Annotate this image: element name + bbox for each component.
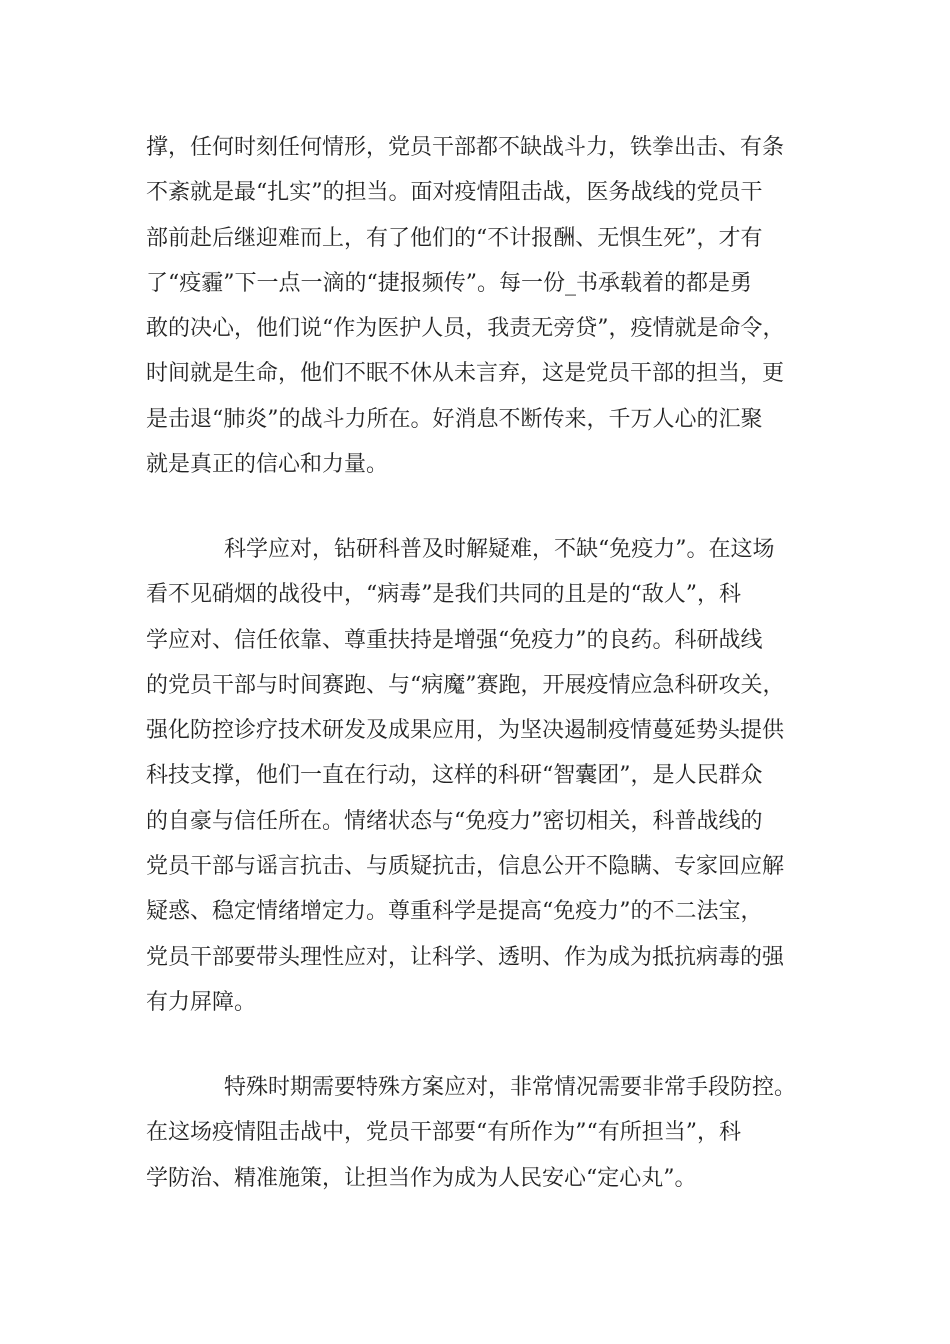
paragraph-line: 学应对、信任依靠、尊重扶持是增强“免疫力”的良药。科研战线 <box>146 627 763 653</box>
paragraph-line: 党员干部要带头理性应对，让科学、透明、作为成为抵抗病毒的强 <box>146 944 785 970</box>
paragraph-line: 疑惑、稳定情绪增定力。尊重科学是提高“免疫力”的不二法宝， <box>146 899 763 925</box>
paragraph-3 <box>146 1065 806 1201</box>
paragraph-line: 有力屏障。 <box>146 989 257 1015</box>
paragraph-line: 撑，任何时刻任何情形，党员干部都不缺战斗力，铁拳出击、有条 <box>146 135 785 160</box>
paragraph-line: 党员干部与谣言抗击、与质疑抗击，信息公开不隐瞒、专家回应解 <box>146 854 785 880</box>
paragraph-2 <box>146 527 806 1025</box>
paragraph-first-line: 科学应对，钻研科普及时解疑难，不缺“免疫力”。在这场 <box>224 537 775 562</box>
paragraph-line: 学防治、精准施策，让担当作为成为人民安心“定心丸”。 <box>146 1165 697 1191</box>
paragraph-line: 时间就是生命，他们不眠不休从未言弃，这是党员干部的担当，更 <box>146 361 785 387</box>
paragraph-line: 敢的决心，他们说“作为医护人员，我责无旁贷”，疫情就是命令， <box>146 316 785 342</box>
paragraph-line: 不紊就是最“扎实”的担当。面对疫情阻击战，医务战线的党员干 <box>146 180 763 206</box>
paragraph-line: 看不见硝烟的战役中，“病毒”是我们共同的且是的“敌人”，科 <box>146 582 741 608</box>
paragraph-line: 的党员干部与时间赛跑、与“病魔”赛跑，开展疫情应急科研攻关， <box>146 672 785 698</box>
paragraph-line: 的自豪与信任所在。情绪状态与“免疫力”密切相关，科普战线的 <box>146 808 763 834</box>
paragraph-line: 强化防控诊疗技术研发及成果应用，为坚决遏制疫情蔓延势头提供 <box>146 718 785 744</box>
paragraph-line: 科技支撑，他们一直在行动，这样的科研“智囊团”，是人民群众 <box>146 763 763 789</box>
paragraph-line: 了“疫霾”下一点一滴的“捷报频传”。每一份_书承载着的都是勇 <box>146 270 752 296</box>
paragraph-line: 是击退“肺炎”的战斗力所在。好消息不断传来，千万人心的汇聚 <box>146 406 763 432</box>
paragraph-1 <box>146 125 806 487</box>
paragraph-line: 就是真正的信心和力量。 <box>146 452 389 478</box>
paragraph-line: 部前赴后继迎难而上，有了他们的“不计报酬、无惧生死”，才有 <box>146 225 763 251</box>
paragraph-first-line: 特殊时期需要特殊方案应对，非常情况需要非常手段防控。 <box>224 1075 797 1100</box>
paragraph-line: 在这场疫情阻击战中，党员干部要“有所作为”“有所担当”，科 <box>146 1120 741 1146</box>
